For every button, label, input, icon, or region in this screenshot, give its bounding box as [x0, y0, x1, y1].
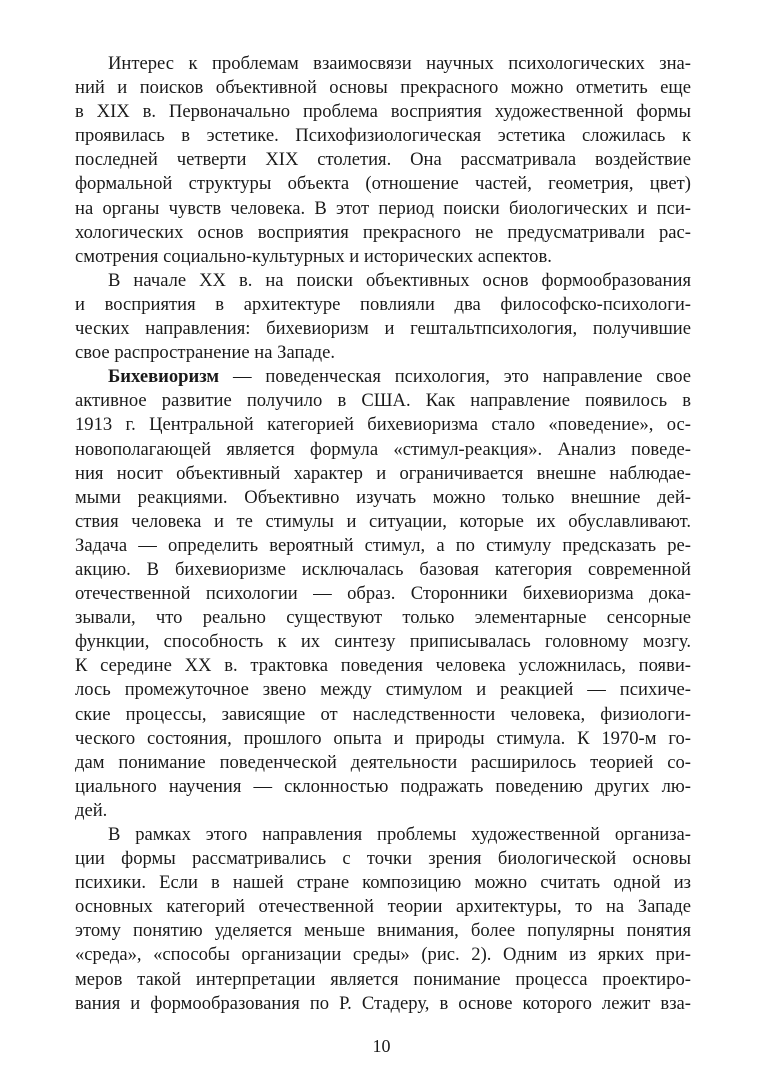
text-line: активное развитие получило в США. Как направление появилось в: [75, 390, 691, 412]
text-line: ний и поисков объективной основы прекрасного можно отметить еще: [75, 77, 691, 99]
text-line: ствия человека и те стимулы и ситуации, которые их обуславливают.: [75, 510, 691, 532]
text-line: ческих направления: бихевиоризм и гештальтпсихология, получившие: [75, 318, 691, 340]
text-line: меров такой интерпретации является понимание процесса проектиро-: [75, 968, 691, 990]
text-line: отечественной психологии — образ. Сторонники бихевиоризма дока-: [75, 583, 691, 605]
text-line: акцию. В бихевиоризме исключалась базовая категория современной: [75, 558, 691, 580]
text-line: ческого состояния, прошлого опыта и природы стимула. К 1970-м го-: [75, 727, 691, 749]
text-line: и восприятия в архитектуре повлияли два философско-психологи-: [75, 293, 691, 315]
term-behaviorism: Бихевиоризм: [108, 366, 220, 388]
text-line: В рамках этого направления проблемы художественной организа-: [108, 824, 691, 845]
text-line: на органы чувств человека. В этот период поиски биологических и пси-: [75, 197, 691, 219]
text-line: этому понятию уделяется меньше внимания, более популярны понятия: [75, 920, 691, 942]
text-line: дей.: [75, 799, 108, 821]
text-line: свое распространение на Западе.: [75, 342, 336, 364]
text-line: функции, способность к их синтезу приписывалась головному мозгу.: [75, 631, 691, 653]
text-line: формальной структуры объекта (отношение частей, геометрия, цвет): [75, 173, 691, 195]
text-line: последней четверти XIX столетия. Она рассматривала воздействие: [75, 149, 691, 171]
text-line: зывали, что реально существуют только элементарные сенсорные: [75, 607, 691, 629]
paragraph-4: [75, 823, 691, 1016]
text-line: [75, 365, 691, 389]
text-line: хологических основ восприятия прекрасного не предусматривали рас-: [75, 221, 691, 243]
text-line: ния носит объективный характер и ограничивается внешне наблюдае-: [75, 462, 691, 484]
text-line: Задача — определить вероятный стимул, а по стимулу предсказать ре-: [75, 534, 691, 556]
paragraph-1: [75, 52, 691, 269]
text-line: «среда», «способы организации среды» (рис. 2). Одним из ярких при-: [75, 944, 691, 966]
text-line: смотрения социально-культурных и исторических аспектов.: [75, 245, 552, 267]
text-line: Интерес к проблемам взаимосвязи научных психологических зна-: [108, 53, 691, 74]
text-line: проявилась в эстетике. Психофизиологическая эстетика сложилась к: [75, 125, 691, 147]
text-line: вания и формообразования по Р. Стадеру, в основе которого лежит вза-: [75, 992, 691, 1014]
term-definition-start: — поведенческая психология, это направление свое: [219, 366, 691, 388]
text-line: ции формы рассматривались с точки зрения биологической основы: [75, 848, 691, 870]
paragraph-3: [75, 365, 691, 823]
page-number: 10: [372, 1036, 391, 1056]
text-line: К середине XX в. трактовка поведения человека усложнилась, появи-: [75, 655, 691, 677]
text-line: мыми реакциями. Объективно изучать можно только внешние дей-: [75, 486, 691, 508]
body-text: [75, 52, 691, 1016]
paragraph-2: [75, 269, 691, 365]
text-line: лось промежуточное звено между стимулом и реакцией — психиче-: [75, 679, 691, 701]
text-line: новополагающей является формула «стимул-реакция». Анализ поведе-: [75, 438, 691, 460]
text-line: ские процессы, зависящие от наследственности человека, физиологи-: [75, 703, 691, 725]
text-line: циального научения — склонностью подражать поведению других лю-: [75, 775, 691, 797]
text-line: В начале XX в. на поиски объективных основ формообразования: [108, 269, 691, 291]
text-line: психики. Если в нашей стране композицию можно считать одной из: [75, 872, 691, 894]
text-line: 1913 г. Центральной категорией бихевиоризма стало «поведение», ос-: [75, 414, 691, 436]
text-line: в XIX в. Первоначально проблема восприятия художественной формы: [75, 101, 691, 123]
text-line: дам понимание поведенческой деятельности расширилось теорией со-: [75, 751, 691, 773]
text-line: основных категорий отечественной теории архитектуры, то на Западе: [75, 896, 691, 918]
